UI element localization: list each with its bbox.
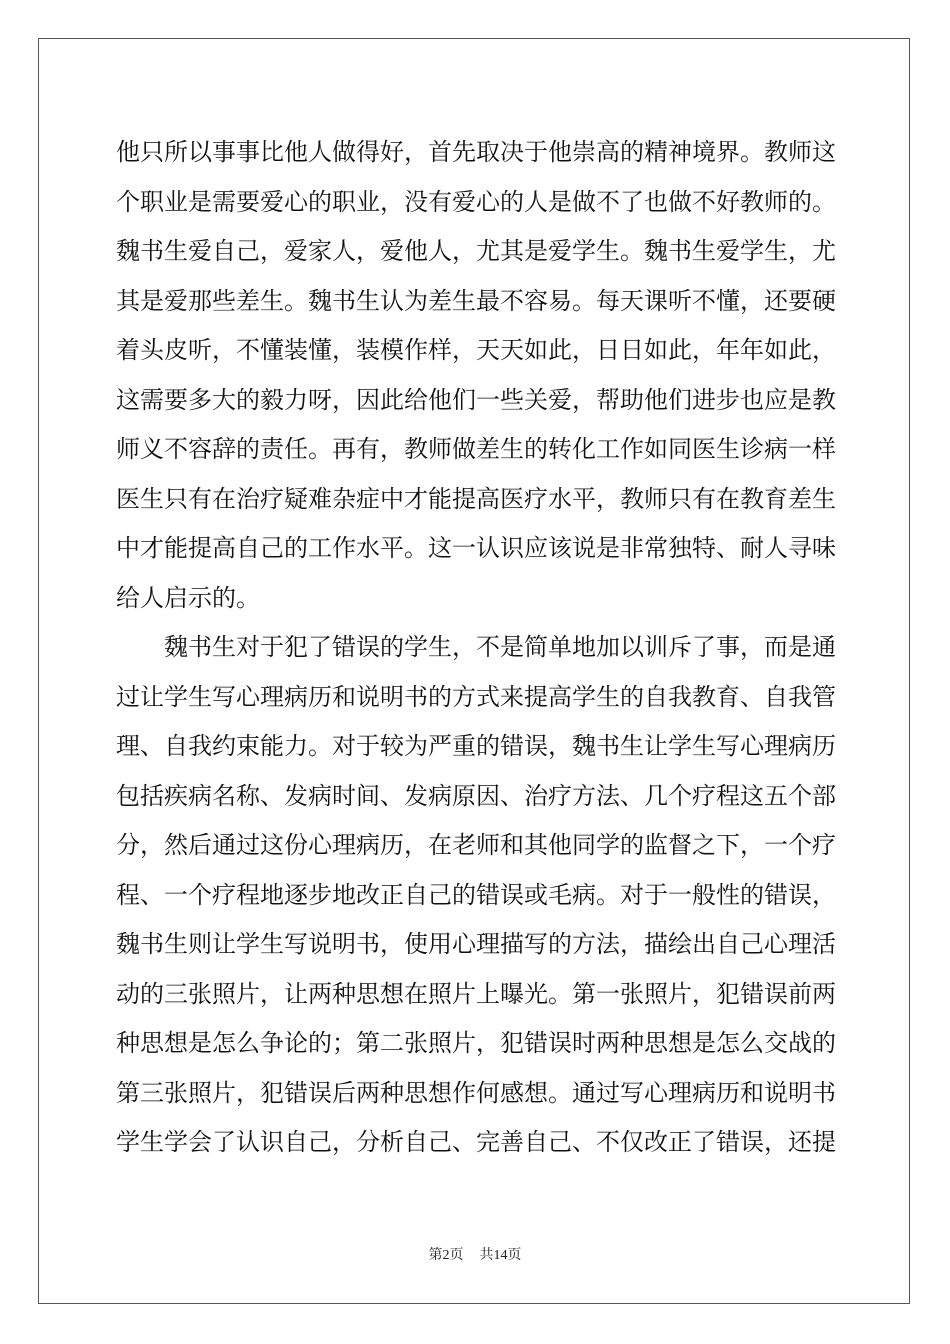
text-line: 其是爱那些差生。魏书生认为差生最不容易。每天课听不懂，还要硬: [116, 286, 836, 315]
total-pages: 共14页: [479, 1248, 522, 1263]
text-line: 师义不容辞的责任。再有，教师做差生的转化工作如同医生诊病一样: [116, 435, 836, 463]
text-line: 着头皮听，不懂装懂，装模作样，天天如此，日日如此，年年如此，: [116, 336, 836, 364]
text-line: 理、自我约束能力。对于较为严重的错误，魏书生让学生写心理病历: [116, 732, 836, 760]
text-line: 动的三张照片，让两种思想在照片上曝光。第一张照片，犯错误前两: [116, 979, 836, 1008]
text-line: 程、一个疗程地逐步地改正自己的错误或毛病。对于一般性的错误，: [116, 880, 836, 909]
text-line: 包括疾病名称、发病时间、发病原因、治疗方法、几个疗程这五个部: [116, 781, 836, 810]
text-line: 这需要多大的毅力呀，因此给他们一些关爱，帮助他们进步也应是教: [116, 385, 836, 414]
text-line: 分，然后通过这份心理病历，在老师和其他同学的监督之下，一个疗: [116, 831, 836, 859]
text-line: 学生学会了认识自己，分析自己、完善自己、不仅改正了错误，还提: [116, 1128, 836, 1156]
text-line: 第三张照片，犯错误后两种思想作何感想。通过写心理病历和说明书: [116, 1078, 836, 1107]
text-line: 医生只有在治疗疑难杂症中才能提高医疗水平，教师只有在教育差生: [116, 484, 836, 513]
paragraph-2: [116, 623, 836, 1168]
page-footer: [0, 1244, 950, 1264]
text-line: 过让学生写心理病历和说明书的方式来提高学生的自我教育、自我管: [116, 682, 836, 711]
text-line: 魏书生爱自己，爱家人，爱他人，尤其是爱学生。魏书生爱学生，尤: [116, 237, 836, 265]
text-line: 种思想是怎么争论的；第二张照片，犯错误时两种思想是怎么交战的: [116, 1029, 836, 1057]
text-line: 魏书生则让学生写说明书，使用心理描写的方法，描绘出自己心理活: [116, 930, 836, 958]
paragraph-1: [116, 128, 836, 623]
text-line: 给人启示的。: [116, 583, 260, 612]
text-line: 个职业是需要爱心的职业，没有爱心的人是做不了也做不好教师的。: [116, 187, 836, 216]
text-line: 中才能提高自己的工作水平。这一认识应该说是非常独特、耐人寻味: [116, 534, 836, 562]
text-line: 他只所以事事比他人做得好，首先取决于他崇高的精神境界。教师这: [116, 138, 836, 166]
document-body: [116, 128, 836, 1168]
text-line: 魏书生对于犯了错误的学生，不是简单地加以训斥了事，而是通: [164, 633, 836, 661]
page-number: 第2页: [428, 1248, 464, 1263]
